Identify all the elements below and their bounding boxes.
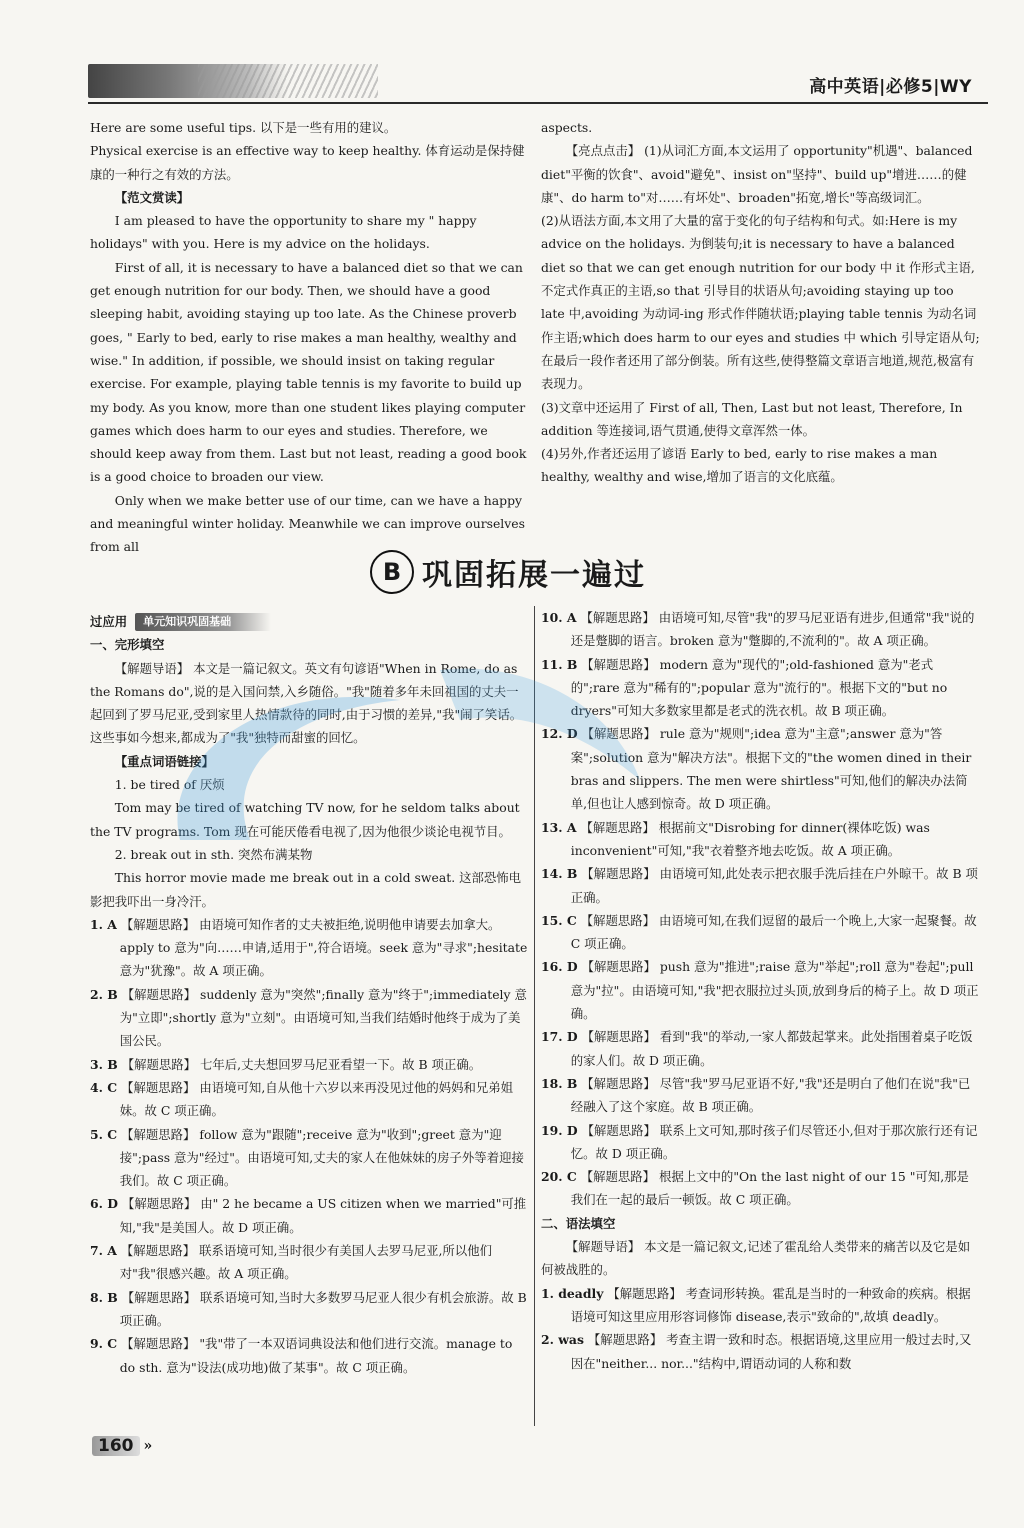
banner-title: 巩固拓展一遍过 (422, 558, 646, 593)
answer-text: 【解题思路】 suddenly 意为"突然";finally 意为"终于";immediately 意为"立即";shortly 意为"立刻"。由语境可知,当我们结婚时他终于成为了美国公民。 (119, 986, 527, 1049)
answer-text: 【解题思路】 联系语境可知,当时大多数罗马尼亚人很少有机会旅游。故 B 项正确。 (119, 1289, 527, 1328)
answer-item (541, 722, 981, 815)
answer-text: 【解题思路】 联系上文可知,那时孩子们尽管还小,但对于那次旅行还有记忆。故 D 项正确。 (570, 1122, 978, 1161)
answer-item (541, 862, 981, 909)
answer-number: 7. A (90, 1243, 117, 1259)
page-header (88, 62, 988, 104)
right-top-column (541, 116, 981, 489)
answer-number: 1. deadly (541, 1285, 604, 1301)
answer-number: 16. D (541, 959, 578, 975)
answer-number: 15. C (541, 912, 577, 928)
answer-item (541, 1328, 981, 1375)
answer-number: 13. A (541, 819, 577, 835)
answer-text: 【解题思路】 由语境可知,此处表示把衣服手洗后挂在户外晾干。故 B 项正确。 (570, 866, 978, 905)
answer-number: 20. C (541, 1169, 577, 1185)
answer-item (541, 1025, 981, 1072)
paragraph: Here are some useful tips. 以下是一些有用的建议。 (90, 120, 397, 135)
answer-item (541, 606, 981, 653)
answer-item (90, 1332, 528, 1379)
section-subheading (90, 610, 528, 633)
answer-text: 【解题思路】 push 意为"推进";raise 意为"举起";roll 意为"卷起";pull 意为"拉"。由语境可知,"我"把衣服拉过头顶,放到身后的椅子上。故 D 项正确。 (570, 959, 979, 1022)
answer-number: 19. D (541, 1122, 578, 1138)
answer-item (90, 1076, 528, 1123)
answer-number: 10. A (541, 610, 577, 625)
paragraph: First of all, it is necessary to have a balanced diet so that we can get enough nutrition for our body. Then, we should have a good sleeping habit, avoiding staying up too late. As the Chinese proverb goes, " Early to bed, early to rise makes a man healthy, wealthy and wise." In addition, if possible, we should insist on taking regular exercise. For example, playing table tennis is my favorite to build up my body. As you know, more than one student likes playing computer games which does harm to our eyes and studies. Therefore, we should keep away from them. Last but not least, reading a good book is a good choice to broaden our view. (90, 259, 527, 485)
paragraph: (2)从语法方面,本文用了大量的富于变化的句子结构和句式。如:Here is my advice on the holidays. 为倒装句;it is necessary to have a balanced diet so that we can get enough nutrition for our body 中 it 作形式主语,不定式作真正的主语,so that 引导目的状语从句;avoiding staying up too late 中,avoiding 为动词-ing 形式作伴随状语;playing table tennis 为动名词作主语;which does harm to our eyes and studies 中 which 引导定语从句;在最后一段作者还用了部分倒装。所有这些,使得整篇文章语言地道,规范,极富有表现力。 (541, 213, 980, 392)
vocab-item: 2. break out in sth. 突然布满某物 (114, 846, 313, 862)
left-top-column (90, 116, 528, 559)
vocab-example: This horror movie made me break out in a cold sweat. 这部恐怖电影把我吓出一身冷汗。 (90, 870, 522, 909)
answer-text: 【解题思路】 由语境可知,自从他十六岁以来再没见过他的妈妈和兄弟姐妹。故 C 项正确。 (119, 1079, 514, 1119)
part1-title: 一、完形填空 (90, 637, 165, 653)
answer-number: 2. B (90, 986, 118, 1002)
paragraph: I am pleased to have the opportunity to share my " happy holidays" with you. Here is my advice on the holidays. (90, 213, 477, 252)
answer-text: 【解题思路】 联系语境可知,当时很少有美国人去罗马尼亚,所以他们对"我"很感兴趣。故 A 项正确。 (119, 1243, 492, 1282)
answer-item (541, 955, 981, 1025)
answer-text: 【解题思路】 follow 意为"跟随";receive 意为"收到";greet 意为"迎接";pass 意为"经过"。由语境可知,丈夫的家人在他妹妹的房子外等着迎接我们。故 C 项正确。 (119, 1126, 524, 1189)
answer-number: 5. C (90, 1126, 118, 1142)
answer-number: 2. was (541, 1332, 584, 1348)
vocab-heading: 【重点词语链接】 (114, 753, 214, 769)
answer-item (541, 816, 981, 863)
answer-number: 1. A (90, 916, 117, 932)
answer-text: 【解题思路】 七年后,丈夫想回罗马尼亚看望一下。故 B 项正确。 (121, 1056, 482, 1072)
page-number: 160 (92, 1436, 140, 1456)
answer-number: 9. C (90, 1336, 118, 1352)
answer-list (90, 913, 528, 1379)
answer-item (541, 909, 981, 956)
answer-item (90, 1192, 528, 1239)
answer-number: 18. B (541, 1075, 578, 1091)
answer-number: 4. C (90, 1079, 118, 1095)
answer-text: 【解题思路】 根据前文"Disrobing for dinner(裸体吃饭) was inconvenient"可知,"我"衣着整齐地去吃饭。故 A 项正确。 (570, 819, 930, 858)
answer-text: 【解题思路】 由语境可知,在我们逗留的最后一个晚上,大家一起聚餐。故 C 项正确。 (570, 912, 977, 952)
answer-item (90, 913, 528, 983)
answer-text: 【解题思路】 modern 意为"现代的";old-fashioned 意为"老式的";rare 意为"稀有的";popular 意为"流行的"。根据下文的"but no dryers"可知大多数家里都是老式的洗衣机。故 B 项正确。 (570, 656, 948, 719)
banner-letter: B (370, 550, 414, 594)
page-footer (92, 1436, 152, 1456)
answer-item (541, 1165, 981, 1212)
section-tag: 单元知识巩固基础 (135, 613, 271, 631)
answer-item (541, 1119, 981, 1166)
answer-text: 【解题思路】 看到"我"的举动,一家人都鼓起掌来。此处指围着桌子吃饭的家人们。故 D 项正确。 (570, 1029, 973, 1068)
section-label: 过应用 (90, 614, 128, 629)
answer-number: 3. B (90, 1056, 118, 1072)
answer-number: 12. D (541, 726, 578, 742)
answer-item (541, 653, 981, 723)
paragraph: Physical exercise is an effective way to keep healthy. 体育运动是保持健康的一种行之有效的方法。 (90, 143, 525, 182)
vocab-item: 1. be tired of 厌烦 (114, 777, 225, 793)
answer-text: 【解题思路】 根据上文中的"On the last night of our 15 "可知,那是我们在一起的最后一顿饭。故 C 项正确。 (570, 1169, 969, 1208)
answer-item (90, 1123, 528, 1193)
paragraph: aspects. (541, 120, 593, 135)
highlight-paragraph: 【亮点点击】 (1)从词汇方面,本文运用了 opportunity"机遇"、balanced diet"平衡的饮食"、avoid"避免"、insist on"坚持"、build up"增进……的健康"、do harm to"对……有坏处"、broaden"拓宽,增长"等高级词汇。 (541, 143, 973, 205)
answer-number: 8. B (90, 1289, 118, 1305)
answer-item (90, 1053, 528, 1076)
vocab-example: Tom may be tired of watching TV now, for he seldom talks about the TV programs. Tom 现在可能厌倦看电视了,因为他很少谈论电视节目。 (90, 800, 520, 839)
answer-text: 【解题思路】 rule 意为"规则";idea 意为"主意";answer 意为"答案";solution 意为"解决方法"。根据下文的"the women dined in their bras and slippers. The men were shirtless"可知,他们的解决办法简单,但也让人感到惊奇。故 D 项正确。 (570, 726, 972, 812)
left-bottom-column (90, 610, 528, 1379)
model-essay-heading: 【范文赏读】 (114, 189, 190, 205)
answer-text: 【解题思路】 考查词形转换。霍乱是当时的一种致命的疾病。根据语境可知这里应用形容词修饰 disease,表示"致命的",故填 deadly。 (570, 1285, 971, 1324)
answer-text: 【解题思路】 由" 2 he became a US citizen when we married"可推知,"我"是美国人。故 D 项正确。 (119, 1196, 527, 1235)
brand-logo (88, 64, 288, 98)
answer-item (90, 1239, 528, 1286)
guide-paragraph: 【解题导语】 本文是一篇记叙文。英文有句谚语"When in Rome, do as the Romans do",说的是入国问禁,入乡随俗。"我"随着多年未回祖国的丈夫一起回到了罗马尼亚,受到家里人热情款待的同时,由于习惯的差异,"我"闹了笑话。这些事如今想来,都成为了"我"独特而甜蜜的回忆。 (90, 660, 523, 746)
answer-number: 17. D (541, 1029, 578, 1045)
answer-text: 【解题思路】 由语境可知,尽管"我"的罗马尼亚语有进步,但通常"我"说的还是蹩脚的语言。broken 意为"蹩脚的,不流利的"。故 A 项正确。 (570, 610, 975, 649)
chevron-right-icon: » (143, 1438, 153, 1454)
section-banner (370, 548, 646, 596)
book-title: 高中英语|必修5|WY (809, 77, 972, 97)
answer-item (541, 1282, 981, 1329)
part2-title: 二、语法填空 (541, 1215, 616, 1231)
answer-text: 【解题思路】 "我"带了一本双语词典设法和他们进行交流。manage to do sth. 意为"设法(成功地)做了某事"。故 C 项正确。 (119, 1336, 513, 1375)
answer-text: 【解题思路】 尽管"我"罗马尼亚语不好,"我"还是明白了他们在说"我"已经融入了这个家庭。故 B 项正确。 (570, 1075, 971, 1115)
answer-text: 【解题思路】 由语境可知作者的丈夫被拒绝,说明他申请要去加拿大。apply to 意为"向……申请,适用于",符合语境。seek 意为"寻求";hesitate 意为"犹豫"。故 A 项正确。 (119, 916, 528, 979)
answer-number: 6. D (90, 1196, 118, 1212)
answer-item (541, 1072, 981, 1119)
paragraph: (3)文章中还运用了 First of all, Then, Last but not least, Therefore, In addition 等连接词,语气贯通,使得文章浑然一体。 (541, 399, 963, 438)
paragraph: (4)另外,作者还运用了谚语 Early to bed, early to rise makes a man healthy, wealthy and wise,增加了语言的文化底蕴。 (541, 446, 938, 485)
answer-number: 14. B (541, 866, 578, 882)
answer-item (90, 1286, 528, 1333)
part2-guide: 【解题导语】 本文是一篇记叙文,记述了霍乱给人类带来的痛苦以及它是如何被战胜的。 (541, 1239, 971, 1278)
answer-number: 11. B (541, 656, 578, 672)
right-bottom-column (541, 606, 981, 1375)
answer-item (90, 983, 528, 1053)
answer-text: 【解题思路】 考查主谓一致和时态。根据语境,这里应用一般过去时,又因在"neither... nor..."结构中,谓语动词的人称和数 (570, 1332, 972, 1371)
column-divider (534, 606, 535, 1426)
paragraph: Only when we make better use of our time, can we have a happy and meaningful winter holiday. Meanwhile we can improve ourselves from all (90, 492, 525, 555)
